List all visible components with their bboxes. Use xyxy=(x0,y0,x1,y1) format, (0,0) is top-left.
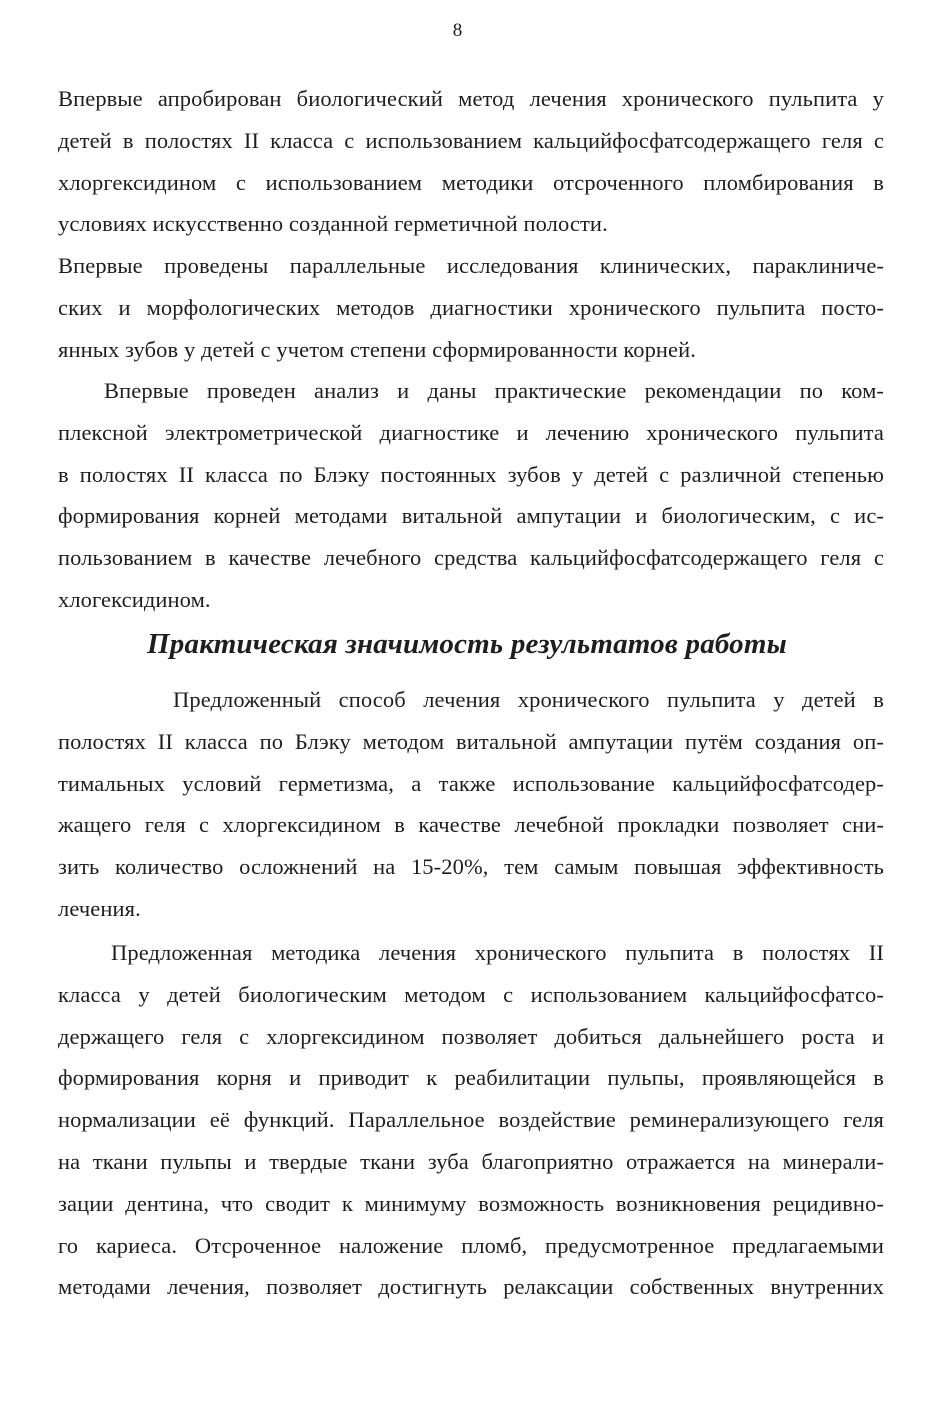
paragraph-significance-2 xyxy=(58,932,884,1308)
text-line: жащего геля с хлоргексидином в качестве лечебной прокладки позволяет сни- xyxy=(58,812,884,838)
text-line: Впервые проведен анализ и даны практические рекомендации по ком- xyxy=(104,378,884,403)
text-line: полостях II класса по Блэку методом витальной ампутации путём создания оп- xyxy=(58,728,884,754)
paragraph-novelty-1 xyxy=(58,78,884,245)
text-line: ских и морфологических методов диагностики хронического пульпита посто- xyxy=(58,294,884,320)
text-line: Впервые проведены параллельные исследования клинических, параклиниче- xyxy=(58,253,884,278)
text-line: пользованием в качестве лечебного средства кальцийфосфатсодержащего геля с xyxy=(58,545,884,571)
text-line: класса у детей биологическим методом с использованием кальцийфосфатсо- xyxy=(58,981,884,1007)
text-line: плексной электрометрической диагностике и лечению хронического пульпита xyxy=(58,419,884,445)
text-line: зации дентина, что сводит к минимуму возможность возникновения рецидивно- xyxy=(58,1190,884,1216)
text-line: в полостях II класса по Блэку постоянных зубов у детей с различной степенью xyxy=(58,461,884,487)
text-line: формирования корней методами витальной ампутации и биологическим, с ис- xyxy=(58,503,884,529)
paragraph-novelty-3 xyxy=(58,370,884,621)
page-number: 8 xyxy=(452,20,463,41)
text-line: тимальных условий герметизма, а также использование кальцийфосфатсодер- xyxy=(58,770,884,796)
text-line: условиях искусственно созданной герметичной полости. xyxy=(58,211,608,237)
text-line: го кариеса. Отсроченное наложение пломб, предусмотренное предлагаемыми xyxy=(58,1232,884,1258)
text-line: методами лечения, позволяет достигнуть релаксации собственных внутренних xyxy=(58,1274,884,1300)
text-line: нормализации её функций. Параллельное воздействие реминерализующего геля xyxy=(58,1107,884,1133)
text-line: формирования корня и приводит к реабилитации пульпы, проявляющейся в xyxy=(58,1065,884,1091)
text-line: лечения. xyxy=(58,895,141,921)
text-line: Впервые апробирован биологический метод лечения хронического пульпита у xyxy=(58,86,884,111)
text-line: зить количество осложнений на 15-20%, тем самым повышая эффективность xyxy=(58,854,884,880)
text-line: Предложенный способ лечения хронического пульпита у детей в xyxy=(173,687,884,712)
text-line: Предложенная методика лечения хронического пульпита в полостях II xyxy=(111,940,884,965)
text-line: хлогексидином. xyxy=(58,586,211,612)
text-line: хлоргексидином с использованием методики отсроченного пломбирования в xyxy=(58,169,884,195)
text-line: детей в полостях II класса с использованием кальцийфосфатсодержащего геля с xyxy=(58,127,884,153)
paragraph-significance-1 xyxy=(58,679,884,930)
section-heading: Практическая значимость результатов работы xyxy=(147,628,787,660)
text-line: держащего геля с хлоргексидином позволяет добиться дальнейшего роста и xyxy=(58,1023,884,1049)
text-line: на ткани пульпы и твердые ткани зуба благоприятно отражается на минерали- xyxy=(58,1148,884,1174)
paragraph-novelty-2 xyxy=(58,245,884,370)
text-line: янных зубов у детей с учетом степени сформированности корней. xyxy=(58,336,697,362)
